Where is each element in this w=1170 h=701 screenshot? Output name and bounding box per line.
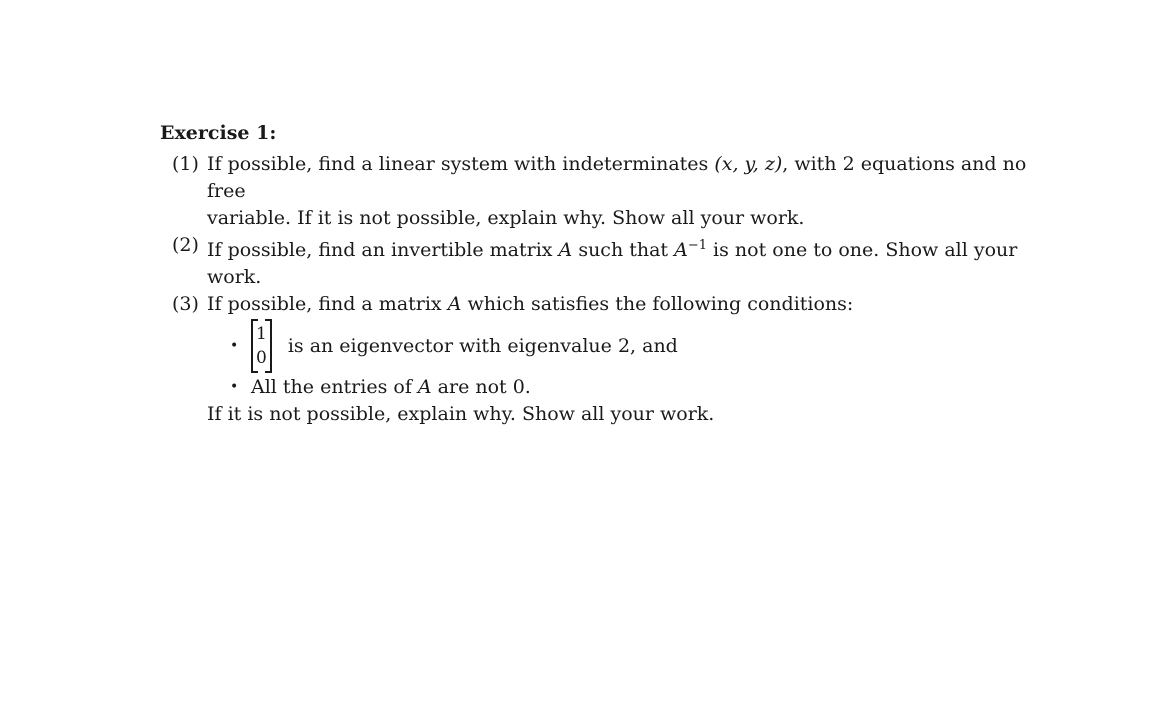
bullet-icon: •: [230, 337, 239, 354]
vector-entry: 1: [256, 324, 267, 344]
item-text: If possible, find a linear system with indeterminates: [207, 153, 715, 175]
exercise-item-1: [160, 151, 1060, 232]
exercise-item-2: [160, 232, 1060, 291]
item-text: which satisfies the following conditions:: [461, 293, 854, 315]
condition-text: are not 0.: [431, 376, 531, 398]
condition-text: is an eigenvector with eigenvalue 2, and: [287, 334, 678, 357]
exercise-item-3: [160, 291, 1060, 401]
math-expression: A: [447, 293, 462, 315]
item-2-line-1: [207, 232, 1060, 291]
condition-item-2: [230, 374, 1060, 401]
item-1-line-2: variable. If it is not possible, explain why. Show all your work.: [207, 207, 805, 229]
math-expression: A: [674, 239, 688, 261]
math-expression: A: [558, 239, 573, 261]
exercise-page: [160, 120, 1060, 428]
math-expression: (x, y, z): [714, 153, 783, 175]
item-text: If possible, find an invertible matrix: [207, 239, 559, 261]
item-1-line-1: [207, 151, 1060, 205]
item-number: (3): [172, 293, 199, 315]
item-text: such that: [572, 239, 675, 261]
item-3-line-1: [207, 291, 1060, 318]
column-vector: [251, 319, 272, 373]
exercise-title: Exercise 1:: [160, 122, 277, 144]
condition-item-1: [230, 318, 1060, 374]
superscript: −1: [687, 238, 708, 253]
item-text: is not one to one. Show all your work.: [207, 239, 1018, 288]
item-number: (1): [172, 153, 199, 175]
bullet-icon: •: [230, 379, 239, 395]
closing-instruction: If it is not possible, explain why. Show all your work.: [207, 403, 715, 425]
condition-text: All the entries of: [251, 376, 418, 398]
condition-list: [230, 318, 1060, 401]
item-text: , with 2 equations and no free: [207, 153, 1027, 202]
math-expression: A: [417, 376, 432, 398]
item-number: (2): [172, 234, 199, 256]
vector-entry: 0: [256, 348, 267, 368]
item-text: If possible, find a matrix: [207, 293, 448, 315]
